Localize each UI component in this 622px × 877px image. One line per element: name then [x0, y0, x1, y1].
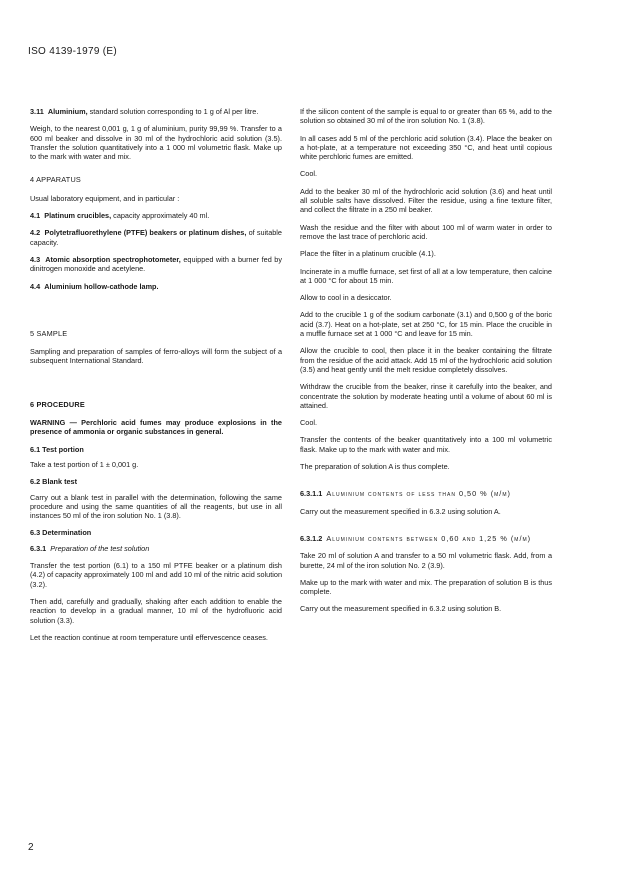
clause-text: of suitable capacity.: [30, 228, 282, 247]
paragraph: Transfer the test portion (6.1) to a 150 ml PTFE beaker or a platinum dish (4.2) of capacity approximately 100 ml and add 10 ml of the nitric acid solution (3.2).: [30, 561, 282, 589]
paragraph: The preparation of solution A is thus complete.: [300, 462, 450, 472]
paragraph: Allow the crucible to cool, then place it in the beaker containing the filtrate from the residue of the acid attack. Add 15 ml of the hydrochloric acid solution (3.5) and heat gently until the melt residue completely dissolves.: [300, 346, 552, 374]
paragraph: Carry out a blank test in parallel with the determination, following the same procedure and using the same quantities of all the reagents, but use in all instances 50 ml of the iron solution No. 1 (3.8).: [30, 492, 282, 521]
clause-title: Atomic absorption spectrophotometer,: [45, 254, 181, 264]
clause-title: Platinum crucibles,: [44, 211, 112, 221]
right-column: [300, 107, 552, 622]
clause-number: 4.2: [30, 228, 41, 238]
paragraph: If the silicon content of the sample is equal to or greater than 65 %, add to the solution so obtained 30 ml of the iron solution No. 1 (3.8).: [300, 107, 552, 126]
paragraph: Add to the crucible 1 g of the sodium carbonate (3.1) and 0,500 g of the boric acid (3.7). Heat on a hot-plate, set at 250 °C, for 15 min. Place the crucible in a muffle furnace set at 1 000 °C and leave for 15 min.: [300, 310, 552, 339]
clause-title: Polytetrafluorethylene (PTFE) beakers or platinum dishes,: [44, 228, 247, 238]
left-column: [30, 107, 282, 650]
clause-4-2: [30, 228, 282, 247]
paragraph: Transfer the contents of the beaker quantitatively into a 100 ml volumetric flask. Make up to the mark with water and mix.: [300, 435, 552, 454]
clause-number: 4.1: [30, 211, 41, 221]
paragraph: In all cases add 5 ml of the perchloric acid solution (3.4). Place the beaker on a hot-plate, at a temperature not exceeding 350 °C, and heat until copious white perchloric fumes are emitted.: [300, 133, 552, 162]
paragraph: Carry out the measurement specified in 6.3.2 using solution A.: [300, 506, 501, 516]
paragraph: Let the reaction continue at room temperature until effervescence ceases.: [30, 632, 268, 642]
clause-4-4: [30, 282, 282, 291]
section-title-apparatus: 4 APPARATUS: [30, 175, 81, 185]
clause-4-3: [30, 255, 282, 274]
paragraph: Sampling and preparation of samples of ferro-alloys will form the subject of a subsequent International Standard.: [30, 347, 282, 366]
clause-text: equipped with a burner fed by dinitrogen monoxide and acetylene.: [30, 254, 282, 274]
clause-title: Aluminium hollow-cathode lamp.: [44, 281, 159, 291]
clause-number: 6.3.1.1: [300, 489, 323, 499]
paragraph: Carry out the measurement specified in 6.3.2 using solution B.: [300, 604, 502, 614]
paragraph: Add to the beaker 30 ml of the hydrochloric acid solution (3.6) and heat until all soluble salts have dissolved. Filter the residue, using a fine texture filter, and collect the filtrate in a 250 ml beaker.: [300, 186, 552, 215]
subsection-title-test-portion: 6.1 Test portion: [30, 444, 84, 454]
clause-number: 6.3.1: [30, 543, 47, 553]
clause-number: 6.3.1.2: [300, 533, 323, 543]
section-title-sample: 5 SAMPLE: [30, 328, 68, 338]
clause-number: 4.4: [30, 281, 41, 291]
clause-6-3-1-2: [300, 534, 552, 543]
paragraph: Allow to cool in a desiccator.: [300, 293, 392, 303]
subsection-title-blank-test: 6.2 Blank test: [30, 477, 78, 487]
paragraph: Usual laboratory equipment, and in particular :: [30, 193, 180, 203]
paragraph: Place the filter in a platinum crucible (4.1).: [300, 249, 436, 259]
paragraph: Weigh, to the nearest 0,001 g, 1 g of aluminium, purity 99,99 %. Transfer to a 600 ml beaker and dissolve in 30 ml of the hydrochloric acid solution (3.5). Transfer the solution quantitatively into a 1 000 ml volumetric flask. Make up to the mark with water and mix.: [30, 124, 282, 162]
section-title-procedure: 6 PROCEDURE: [30, 399, 85, 409]
paragraph: Wash the residue and the filter with about 100 ml of warm water in order to remove the last trace of perchloric acid.: [300, 222, 552, 241]
paragraph: Take 20 ml of solution A and transfer to a 50 ml volumetric flask. Add, from a burette, 24 ml of the iron solution No. 2 (3.9).: [300, 551, 552, 570]
clause-number: 4.3: [30, 254, 41, 264]
paragraph: Cool.: [300, 418, 318, 428]
paragraph: Then add, carefully and gradually, shaking after each addition to enable the reaction to develop in a gradual manner, 10 ml of the hydrofluoric acid solution (3.3).: [30, 596, 282, 625]
clause-6-3-1-1: [300, 489, 552, 498]
warning-text: WARNING — Perchloric acid fumes may produce explosions in the presence of ammonia or organic substances in general.: [30, 418, 282, 437]
paragraph: Incinerate in a muffle furnace, set first of all at a low temperature, then calcine at 1 000 °C for about 15 min.: [300, 266, 552, 285]
paragraph: Cool.: [300, 169, 318, 179]
clause-4-1: [30, 211, 282, 220]
clause-title: Aluminium contents of less than 0,50 % (m/m): [326, 489, 511, 499]
clause-title: Aluminium,: [47, 107, 88, 116]
clause-title: Preparation of the test solution: [50, 543, 150, 553]
clause-3-11: [30, 107, 282, 116]
paragraph: Take a test portion of 1 ± 0,001 g.: [30, 459, 139, 469]
paragraph: Withdraw the crucible from the beaker, rinse it carefully into the beaker, and concentrate the solution by moderate heating until a volume of about 60 ml is attained.: [300, 382, 552, 410]
subsection-title-determination: 6.3 Determination: [30, 528, 92, 538]
clause-text: capacity approximately 40 ml.: [111, 211, 210, 221]
page-number: 2: [28, 842, 34, 853]
clause-title: Aluminium contents between 0,60 and 1,25 % (m/m): [326, 533, 532, 543]
paragraph: Make up to the mark with water and mix. The preparation of solution B is thus complete.: [300, 577, 552, 597]
document-header: ISO 4139-1979 (E): [28, 46, 118, 57]
clause-number: 3.11: [30, 107, 44, 116]
clause-6-3-1: [30, 544, 282, 553]
clause-text: standard solution corresponding to 1 g of Al per litre.: [87, 107, 259, 116]
